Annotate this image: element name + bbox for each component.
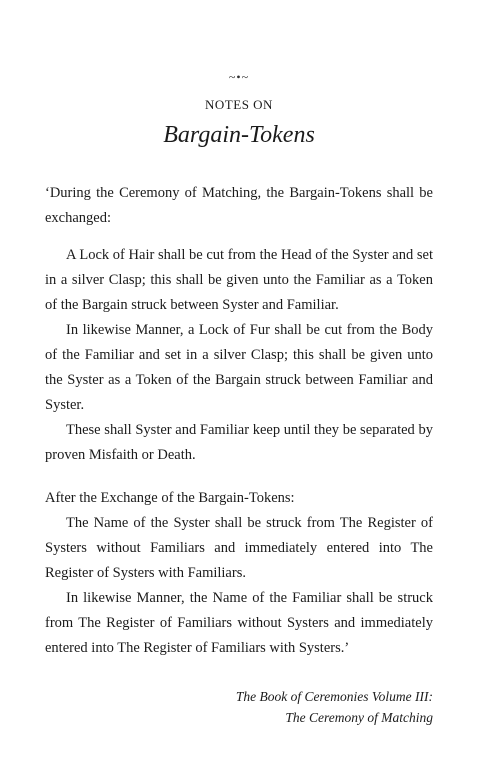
ornament: ~•~ bbox=[228, 70, 250, 84]
paragraph: These shall Syster and Familiar keep until they be separated by proven Misfaith or Death. bbox=[45, 422, 433, 463]
paragraph: A Lock of Hair shall be cut from the Head of the Syster and set in a silver Clasp; this shall be given unto the Familiar as a Token of the Bargain struck between Syster and Familiar. bbox=[45, 247, 433, 313]
section-kicker: NOTES ON bbox=[205, 97, 273, 112]
citation-line-2: The Ceremony of Matching bbox=[285, 710, 433, 725]
intro-block bbox=[45, 181, 433, 231]
page-title: Bargain-Tokens bbox=[163, 122, 315, 148]
paragraph: The Name of the Syster shall be struck from The Register of Systers without Familiars and immediately entered into The Register of Systers with Familiars. bbox=[45, 515, 433, 581]
register-paragraphs bbox=[45, 486, 433, 661]
paragraph: In likewise Manner, the Name of the Familiar shall be struck from The Register of Familiars without Systers and immediately entered into The Register of Familiars with Systers.’ bbox=[45, 590, 433, 656]
citation bbox=[45, 686, 433, 728]
section-heading: After the Exchange of the Bargain-Tokens: bbox=[45, 490, 295, 506]
intro-paragraph: ‘During the Ceremony of Matching, the Bargain-Tokens shall be exchanged: bbox=[45, 185, 433, 226]
paragraph: In likewise Manner, a Lock of Fur shall be cut from the Body of the Familiar and set in a silver Clasp; this shall be given unto the Syster as a Token of the Bargain struck between Familiar and Syster. bbox=[45, 322, 433, 413]
citation-line-1: The Book of Ceremonies Volume III: bbox=[235, 689, 433, 704]
bargain-token-paragraphs bbox=[45, 243, 433, 468]
